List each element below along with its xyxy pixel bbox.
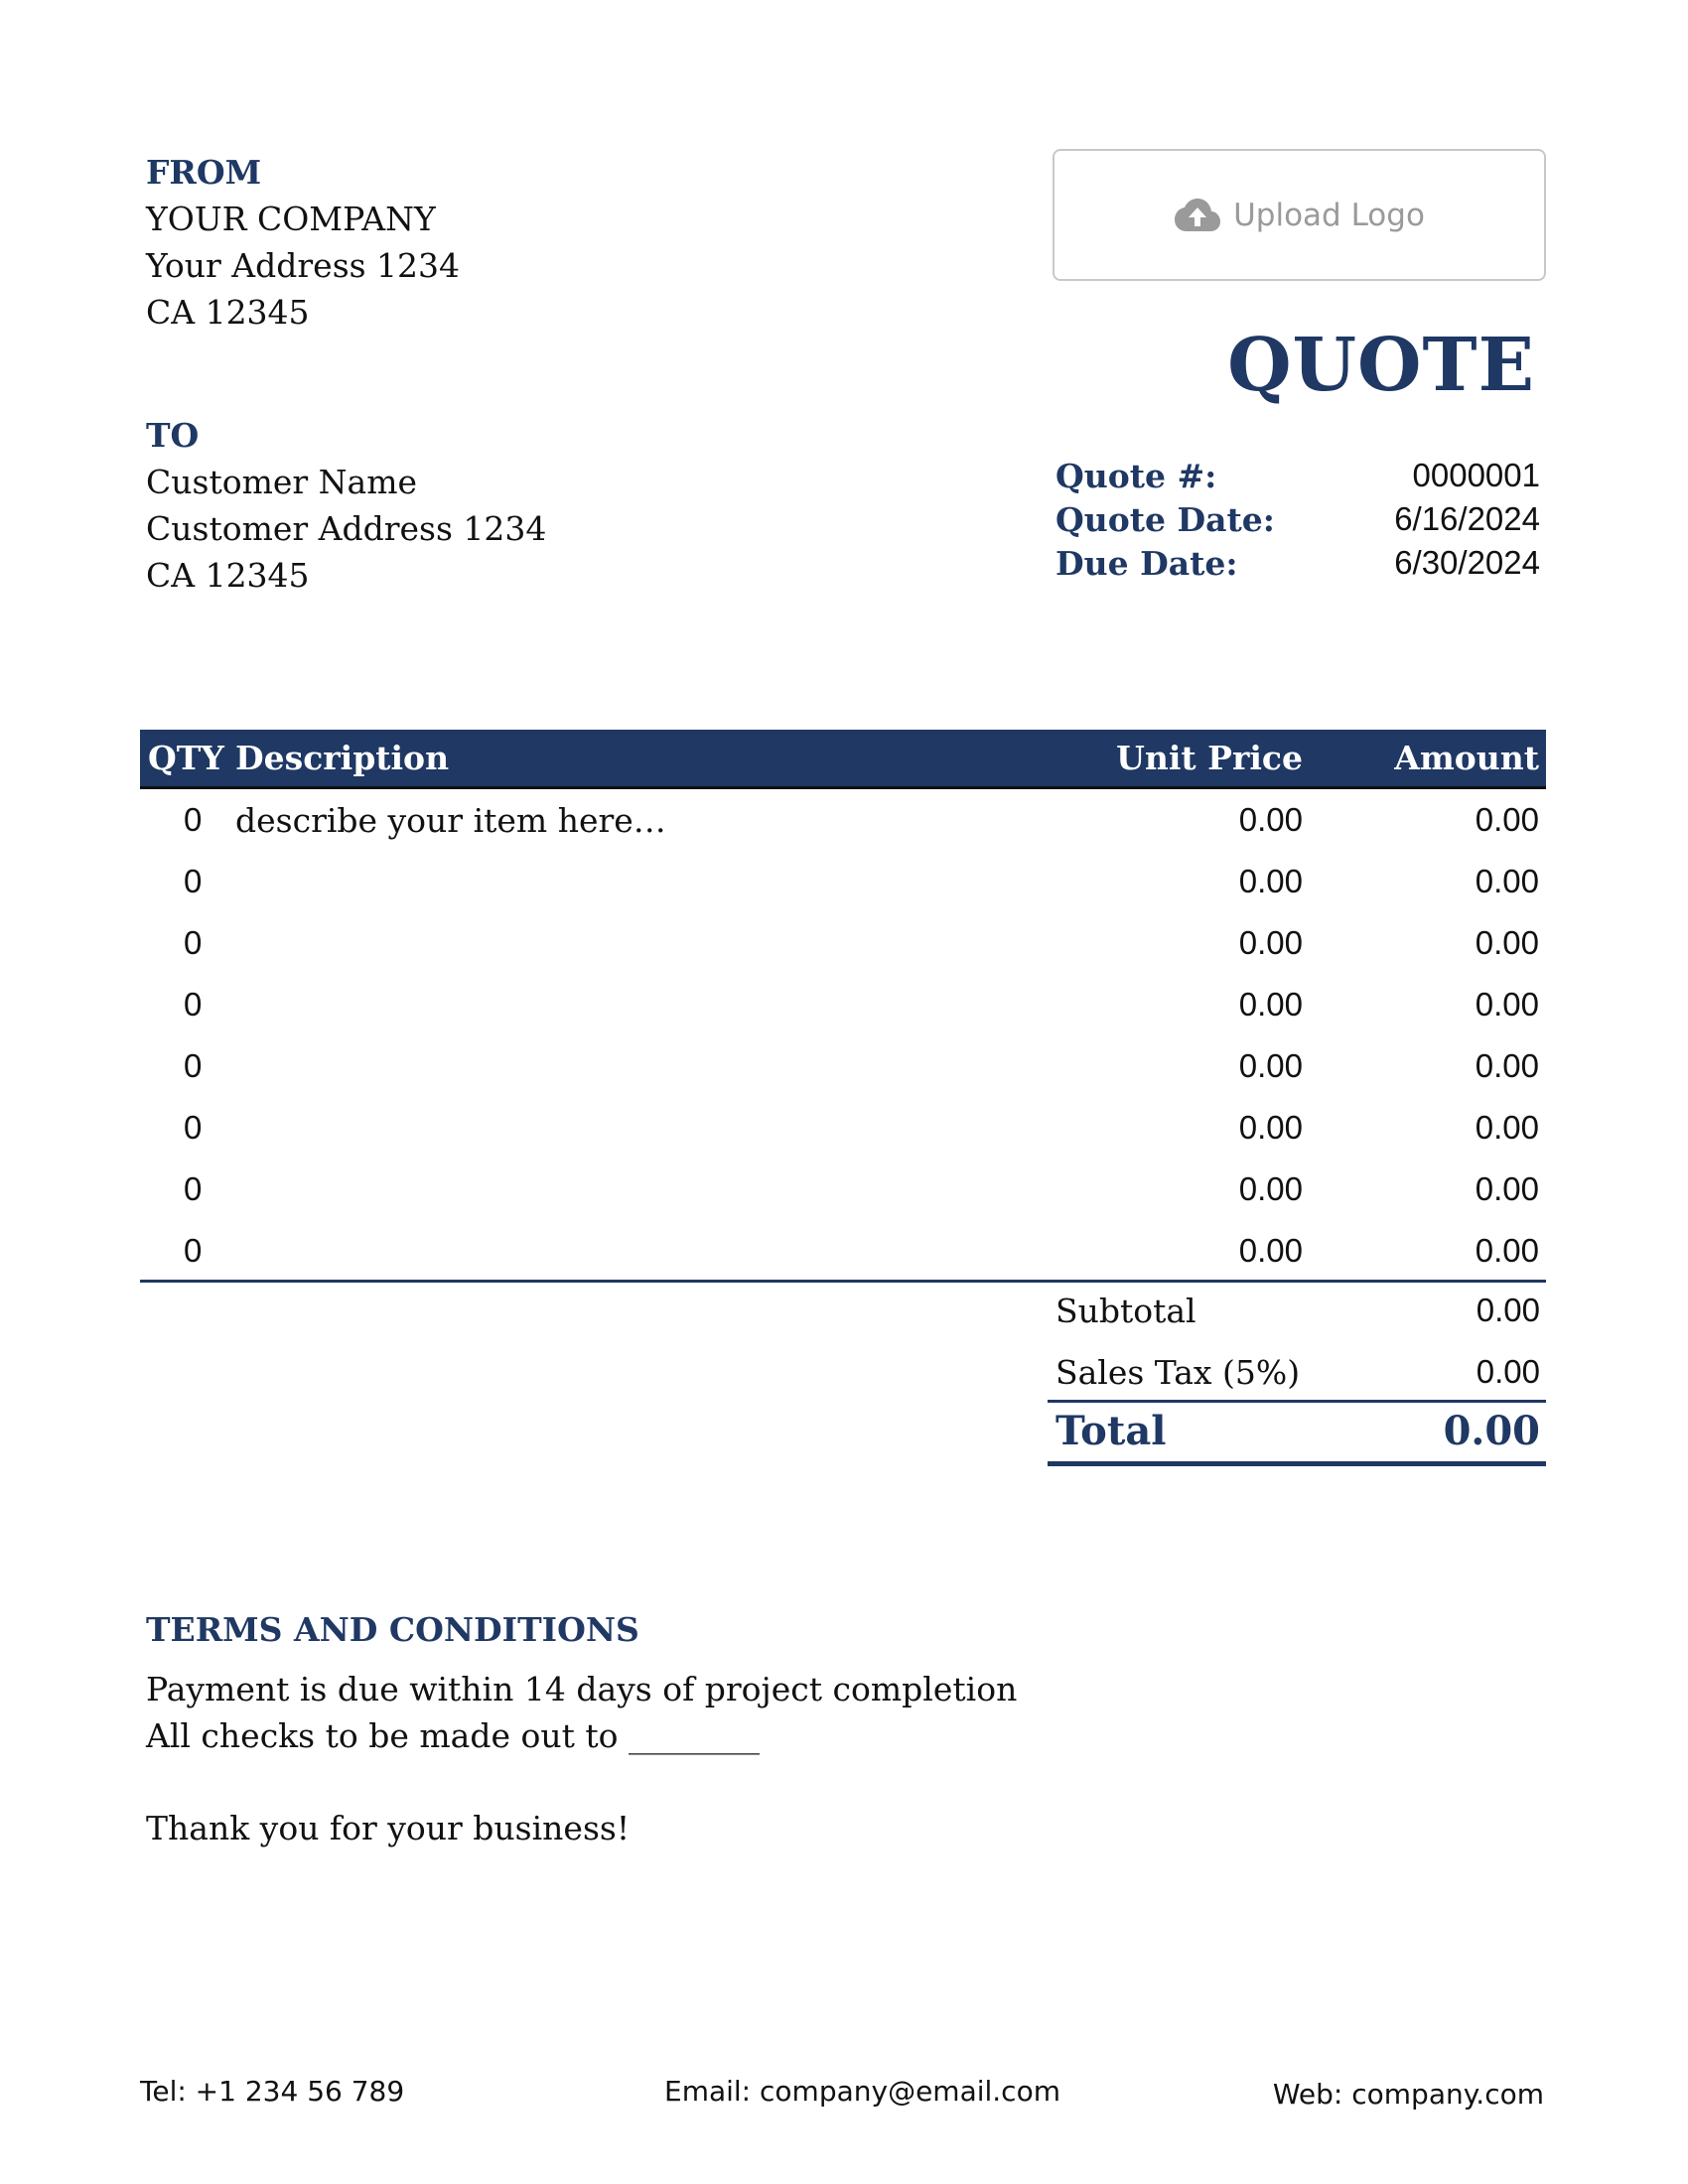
table-row	[140, 1037, 1546, 1099]
total-underline	[1048, 1461, 1546, 1466]
upload-logo-button[interactable]	[1053, 149, 1546, 281]
document-title: QUOTE	[1227, 323, 1535, 408]
total-value: 0.00	[1443, 1408, 1540, 1454]
from-address: Your Address 1234	[146, 246, 461, 285]
row-qty[interactable]: 0	[184, 1109, 203, 1146]
table-row	[140, 914, 1546, 976]
quote-number-row	[1055, 457, 1540, 500]
due-date-label: Due Date:	[1055, 544, 1238, 583]
terms-payment-line: Payment is due within 14 days of project completion	[146, 1670, 1018, 1708]
row-unit-price[interactable]: 0.00	[1238, 863, 1303, 899]
row-qty[interactable]: 0	[184, 986, 203, 1023]
row-qty[interactable]: 0	[184, 863, 203, 899]
customer-city: CA 12345	[146, 556, 310, 595]
table-row	[140, 1160, 1546, 1222]
to-section	[146, 412, 546, 599]
header-unit-price: Unit Price	[1116, 739, 1303, 777]
quote-date-value: 6/16/2024	[1394, 500, 1540, 537]
quote-number-value: 0000001	[1412, 457, 1540, 493]
to-heading: TO	[146, 416, 200, 455]
table-row	[140, 853, 1546, 914]
row-unit-price[interactable]: 0.00	[1238, 1232, 1303, 1269]
thank-you-note: Thank you for your business!	[146, 1809, 631, 1847]
row-amount: 0.00	[1475, 1170, 1539, 1207]
sales-tax-value: 0.00	[1476, 1353, 1540, 1390]
row-qty[interactable]: 0	[184, 801, 203, 838]
table-bottom-rule	[140, 1280, 1546, 1283]
items-table-header	[140, 730, 1546, 789]
row-amount: 0.00	[1475, 1047, 1539, 1084]
row-amount: 0.00	[1475, 1232, 1539, 1269]
footer-web: Web: company.com	[1272, 2078, 1544, 2111]
terms-heading: TERMS AND CONDITIONS	[146, 1610, 639, 1649]
quote-number-label: Quote #:	[1055, 457, 1217, 495]
items-table-body	[140, 791, 1546, 1284]
quote-date-row	[1055, 500, 1540, 544]
due-date-value: 6/30/2024	[1394, 544, 1540, 581]
header-amount: Amount	[1394, 739, 1539, 777]
sales-tax-row	[1055, 1353, 1540, 1392]
subtotal-value: 0.00	[1476, 1292, 1540, 1328]
total-row	[1055, 1408, 1540, 1454]
cloud-upload-icon	[1174, 196, 1221, 235]
terms-checks-line: All checks to be made out to ________	[146, 1716, 760, 1755]
row-amount: 0.00	[1475, 863, 1539, 899]
row-unit-price[interactable]: 0.00	[1238, 986, 1303, 1023]
from-section	[146, 149, 460, 336]
footer-email: Email: company@email.com	[664, 2075, 1060, 2108]
row-unit-price[interactable]: 0.00	[1238, 1047, 1303, 1084]
row-unit-price[interactable]: 0.00	[1238, 1109, 1303, 1146]
row-qty[interactable]: 0	[184, 1170, 203, 1207]
totals-divider	[1048, 1400, 1546, 1403]
quote-date-label: Quote Date:	[1055, 500, 1275, 539]
row-amount: 0.00	[1475, 924, 1539, 961]
row-qty[interactable]: 0	[184, 1047, 203, 1084]
table-row	[140, 1099, 1546, 1160]
row-amount: 0.00	[1475, 1109, 1539, 1146]
sales-tax-label: Sales Tax (5%)	[1055, 1353, 1301, 1392]
row-amount: 0.00	[1475, 986, 1539, 1023]
header-description: Description	[235, 739, 450, 777]
subtotal-label: Subtotal	[1055, 1292, 1196, 1330]
subtotal-row	[1055, 1292, 1540, 1330]
customer-name: Customer Name	[146, 463, 418, 501]
table-row	[140, 1222, 1546, 1284]
table-row	[140, 976, 1546, 1037]
row-description[interactable]: describe your item here…	[235, 801, 666, 840]
row-unit-price[interactable]: 0.00	[1238, 801, 1303, 838]
row-unit-price[interactable]: 0.00	[1238, 924, 1303, 961]
total-label: Total	[1055, 1408, 1167, 1454]
row-qty[interactable]: 0	[184, 1232, 203, 1269]
header-qty: QTY	[148, 739, 224, 777]
table-row	[140, 791, 1546, 853]
customer-address: Customer Address 1234	[146, 509, 547, 548]
due-date-row	[1055, 544, 1540, 588]
row-amount: 0.00	[1475, 801, 1539, 838]
upload-logo-label: Upload Logo	[1233, 197, 1425, 233]
row-unit-price[interactable]: 0.00	[1238, 1170, 1303, 1207]
row-qty[interactable]: 0	[184, 924, 203, 961]
from-city: CA 12345	[146, 293, 310, 332]
footer-tel: Tel: +1 234 56 789	[140, 2075, 405, 2108]
from-company: YOUR COMPANY	[146, 200, 436, 238]
from-heading: FROM	[146, 153, 262, 192]
